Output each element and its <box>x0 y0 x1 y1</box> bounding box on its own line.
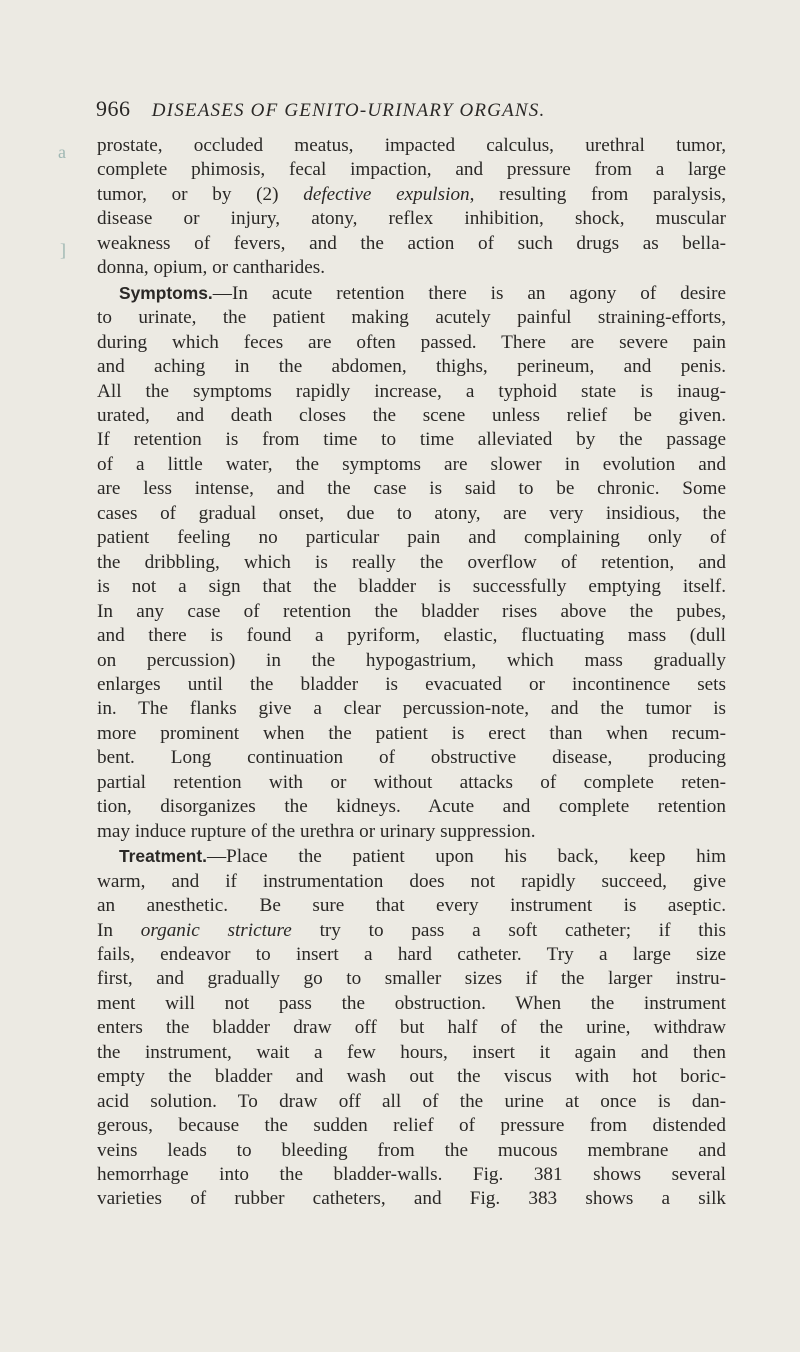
text-run: , resulting from paralysis, <box>469 183 726 205</box>
text-line: partial retention with or without attacks of complete reten- <box>97 771 726 793</box>
text-line: cases of gradual onset, due to atony, are very insidious, the <box>97 502 726 524</box>
text-line: first, and gradually go to smaller sizes if the larger instru- <box>97 968 726 990</box>
italic-term: defective expulsion <box>303 183 470 205</box>
text-line: enlarges until the bladder is evacuated or incontinence sets <box>97 673 726 695</box>
text-line: disease or injury, atony, reflex inhibition, shock, muscular <box>97 208 726 230</box>
text-line: urated, and death closes the scene unless relief be given. <box>97 404 726 426</box>
margin-mark: ] <box>60 240 66 260</box>
text-line: an anesthetic. Be sure that every instrument is aseptic. <box>97 895 726 917</box>
text-run: —Place the patient upon his back, keep him <box>206 846 726 868</box>
text-line: bent. Long continuation of obstructive disease, producing <box>97 747 726 769</box>
text-line <box>97 183 726 207</box>
text-run: tumor, or by (2) <box>97 183 304 205</box>
text-line: If retention is from time to time alleviated by the passage <box>97 429 726 451</box>
running-title: DISEASES OF GENITO-URINARY ORGANS. <box>151 100 546 121</box>
text-line: of a little water, the symptoms are slower in evolution and <box>97 453 726 475</box>
text-line: is not a sign that the bladder is successfully emptying itself. <box>97 576 726 598</box>
text-line: veins leads to bleeding from the mucous membrane and <box>97 1139 726 1161</box>
page-number: 966 <box>96 96 131 121</box>
text-line: during which feces are often passed. There are severe pain <box>97 331 726 353</box>
text-line: prostate, occluded meatus, impacted calculus, urethral tumor, <box>97 135 726 156</box>
text-line <box>97 919 726 943</box>
text-line: In any case of retention the bladder rises above the pubes, <box>97 600 726 622</box>
text-line: varieties of rubber catheters, and Fig. 383 shows a silk <box>97 1188 726 1210</box>
text-line <box>97 281 726 306</box>
text-line: the dribbling, which is really the overflow of retention, and <box>97 551 726 573</box>
text-line: complete phimosis, fecal impaction, and pressure from a large <box>97 159 726 181</box>
text-line: hemorrhage into the bladder-walls. Fig. 381 shows several <box>97 1164 726 1186</box>
section-heading-symptoms: Symptoms. <box>119 282 213 303</box>
text-line: acid solution. To draw off all of the urine at once is dan- <box>97 1090 726 1112</box>
margin-mark: a <box>58 142 66 162</box>
page-header <box>96 96 736 122</box>
text-line: in. The flanks give a clear percussion-note, and the tumor is <box>97 698 726 720</box>
text-line: gerous, because the sudden relief of pressure from distended <box>97 1115 726 1137</box>
text-line: patient feeling no particular pain and complaining only of <box>97 527 726 549</box>
text-line: enters the bladder draw off but half of the urine, withdraw <box>97 1017 726 1039</box>
text-line: the instrument, wait a few hours, insert it again and then <box>97 1041 726 1063</box>
text-line: may induce rupture of the urethra or urinary suppression. <box>97 820 536 842</box>
text-line <box>97 844 726 869</box>
text-line: more prominent when the patient is erect than when recum- <box>97 722 726 744</box>
text-line: tion, disorganizes the kidneys. Acute and complete retention <box>97 796 726 818</box>
text-line: are less intense, and the case is said to be chronic. Some <box>97 478 726 500</box>
text-line: to urinate, the patient making acutely painful straining-efforts, <box>97 307 726 329</box>
text-line: weakness of fevers, and the action of such drugs as bella- <box>97 232 726 254</box>
text-line: fails, endeavor to insert a hard catheter. Try a large size <box>97 943 726 965</box>
text-line: empty the bladder and wash out the viscus with hot boric- <box>97 1066 726 1088</box>
text-line: and there is found a pyriform, elastic, fluctuating mass (dull <box>97 625 726 647</box>
italic-term: organic stricture <box>140 919 292 941</box>
text-line: and aching in the abdomen, thighs, perineum, and penis. <box>97 356 726 378</box>
text-line: on percussion) in the hypogastrium, which mass gradually <box>97 649 726 671</box>
text-line: warm, and if instrumentation does not rapidly succeed, give <box>97 870 726 892</box>
text-run: In <box>97 919 141 941</box>
body-text <box>97 134 726 1212</box>
text-line: ment will not pass the obstruction. When the instrument <box>97 992 726 1014</box>
text-line: All the symptoms rapidly increase, a typhoid state is inaug- <box>97 380 726 402</box>
text-run: try to pass a soft catheter; if this <box>291 919 726 941</box>
text-run: —In acute retention there is an agony of desire <box>212 282 726 304</box>
section-heading-treatment: Treatment. <box>119 846 207 867</box>
text-line: donna, opium, or cantharides. <box>97 257 326 279</box>
